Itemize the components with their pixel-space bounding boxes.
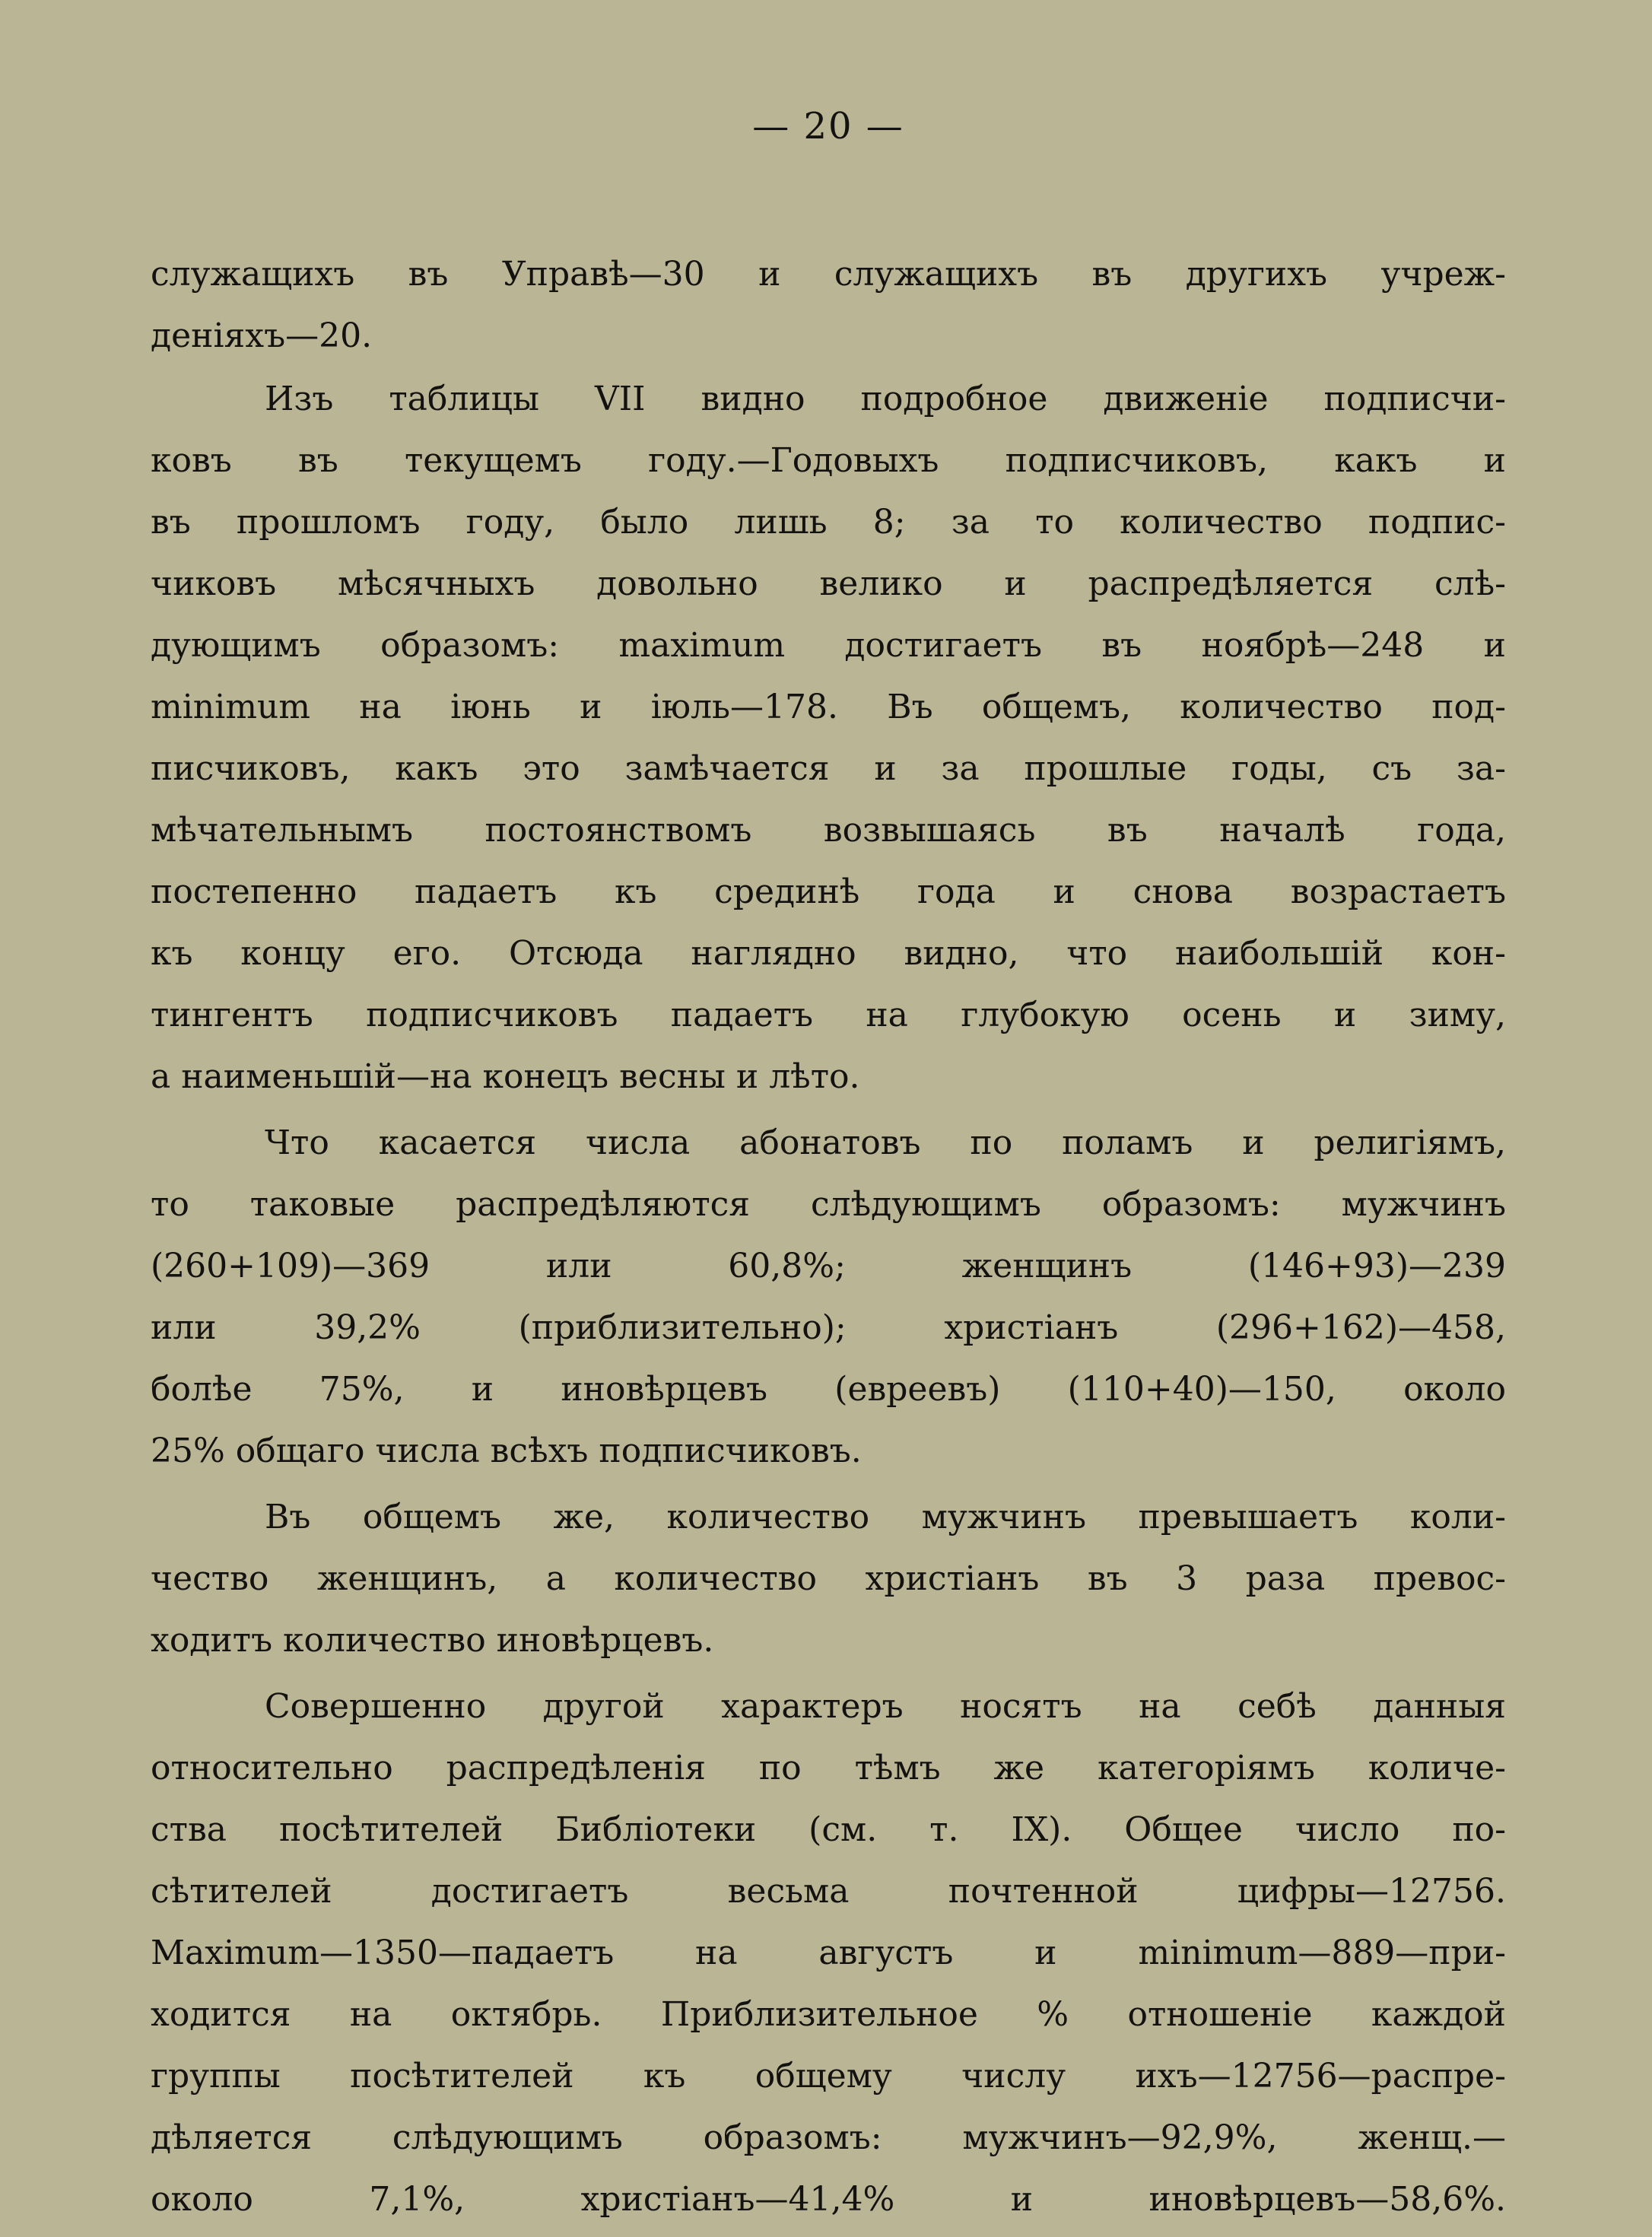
page-number: — 20 — [752,105,904,148]
text-line: minimum на іюнь и іюль—178. Въ общемъ, количество под- [151,688,1506,726]
text-line: постепенно падаетъ къ срединѣ года и снова возрастаетъ [151,872,1506,911]
paragraph-5 [151,1676,1506,2230]
text-line: (260+109)—369 или 60,8%; женщинъ (146+93)—239 [151,1247,1506,1285]
text-line: дующимъ образомъ: maximum достигаетъ въ ноябрѣ—248 и [151,626,1506,665]
text-line: около 7,1%, христіанъ—41,4% и иновѣрцевъ—58,6%. [151,2180,1506,2219]
text-line: сѣтителей достигаетъ весьма почтенной цифры—12756. [151,1872,1506,1911]
text-line: въ прошломъ году, было лишь 8; за то количество подпис- [151,503,1506,542]
paragraph-1 [151,243,1506,367]
paragraph-3 [151,1112,1506,1482]
text-line: служащихъ въ Управѣ—30 и служащихъ въ другихъ учреж- [151,255,1506,294]
text-line: мѣчательнымъ постоянствомъ возвышаясь въ началѣ года, [151,811,1506,850]
text-line: дѣляется слѣдующимъ образомъ: мужчинъ—92,9%, женщ.— [151,2118,1506,2157]
text-line: ства посѣтителей Библіотеки (см. т. IX). Общее число по- [151,1810,1506,1849]
text-line: деніяхъ—20. [151,316,373,355]
text-line: Изъ таблицы VII видно подробное движеніе подписчи- [265,380,1506,418]
text-line: ковъ въ текущемъ году.—Годовыхъ подписчиковъ, какъ и [151,441,1506,480]
text-line: ходится на октябрь. Приблизительное % отношеніе каждой [151,1995,1506,2034]
text-line: Что касается числа абонатовъ по поламъ и религіямъ, [265,1123,1506,1162]
text-line: писчиковъ, какъ это замѣчается и за прошлые годы, съ за- [151,749,1506,788]
text-line: Въ общемъ же, количество мужчинъ превышаетъ коли- [265,1498,1506,1536]
text-line: къ концу его. Отсюда наглядно видно, что наибольшій кон- [151,934,1506,973]
text-line: ходитъ количество иновѣрцевъ. [151,1621,714,1660]
text-line: а наименьшій—на конецъ весны и лѣто. [151,1057,860,1096]
text-line: относительно распредѣленія по тѣмъ же категоріямъ количе- [151,1749,1506,1787]
text-line: Совершенно другой характеръ носятъ на себѣ данныя [265,1687,1506,1726]
text-line: или 39,2% (приблизительно); христіанъ (296+162)—458, [151,1308,1506,1347]
text-line: чиковъ мѣсячныхъ довольно велико и распредѣляется слѣ- [151,564,1506,603]
text-line: болѣе 75%, и иновѣрцевъ (евреевъ) (110+40)—150, около [151,1370,1506,1409]
paragraph-4 [151,1486,1506,1671]
document-page [151,99,1506,2219]
text-line: чество женщинъ, а количество христіанъ въ 3 раза превос- [151,1559,1506,1598]
text-line: то таковые распредѣляются слѣдующимъ образомъ: мужчинъ [151,1185,1506,1224]
paragraph-2 [151,368,1506,1107]
text-line: тингентъ подписчиковъ падаетъ на глубокую осень и зиму, [151,996,1506,1034]
text-line: 25% общаго числа всѣхъ подписчиковъ. [151,1431,862,1470]
text-line: Maximum—1350—падаетъ на августъ и minimum—889—при- [151,1934,1506,1972]
text-line: группы посѣтителей къ общему числу ихъ—12756—распре- [151,2057,1506,2096]
